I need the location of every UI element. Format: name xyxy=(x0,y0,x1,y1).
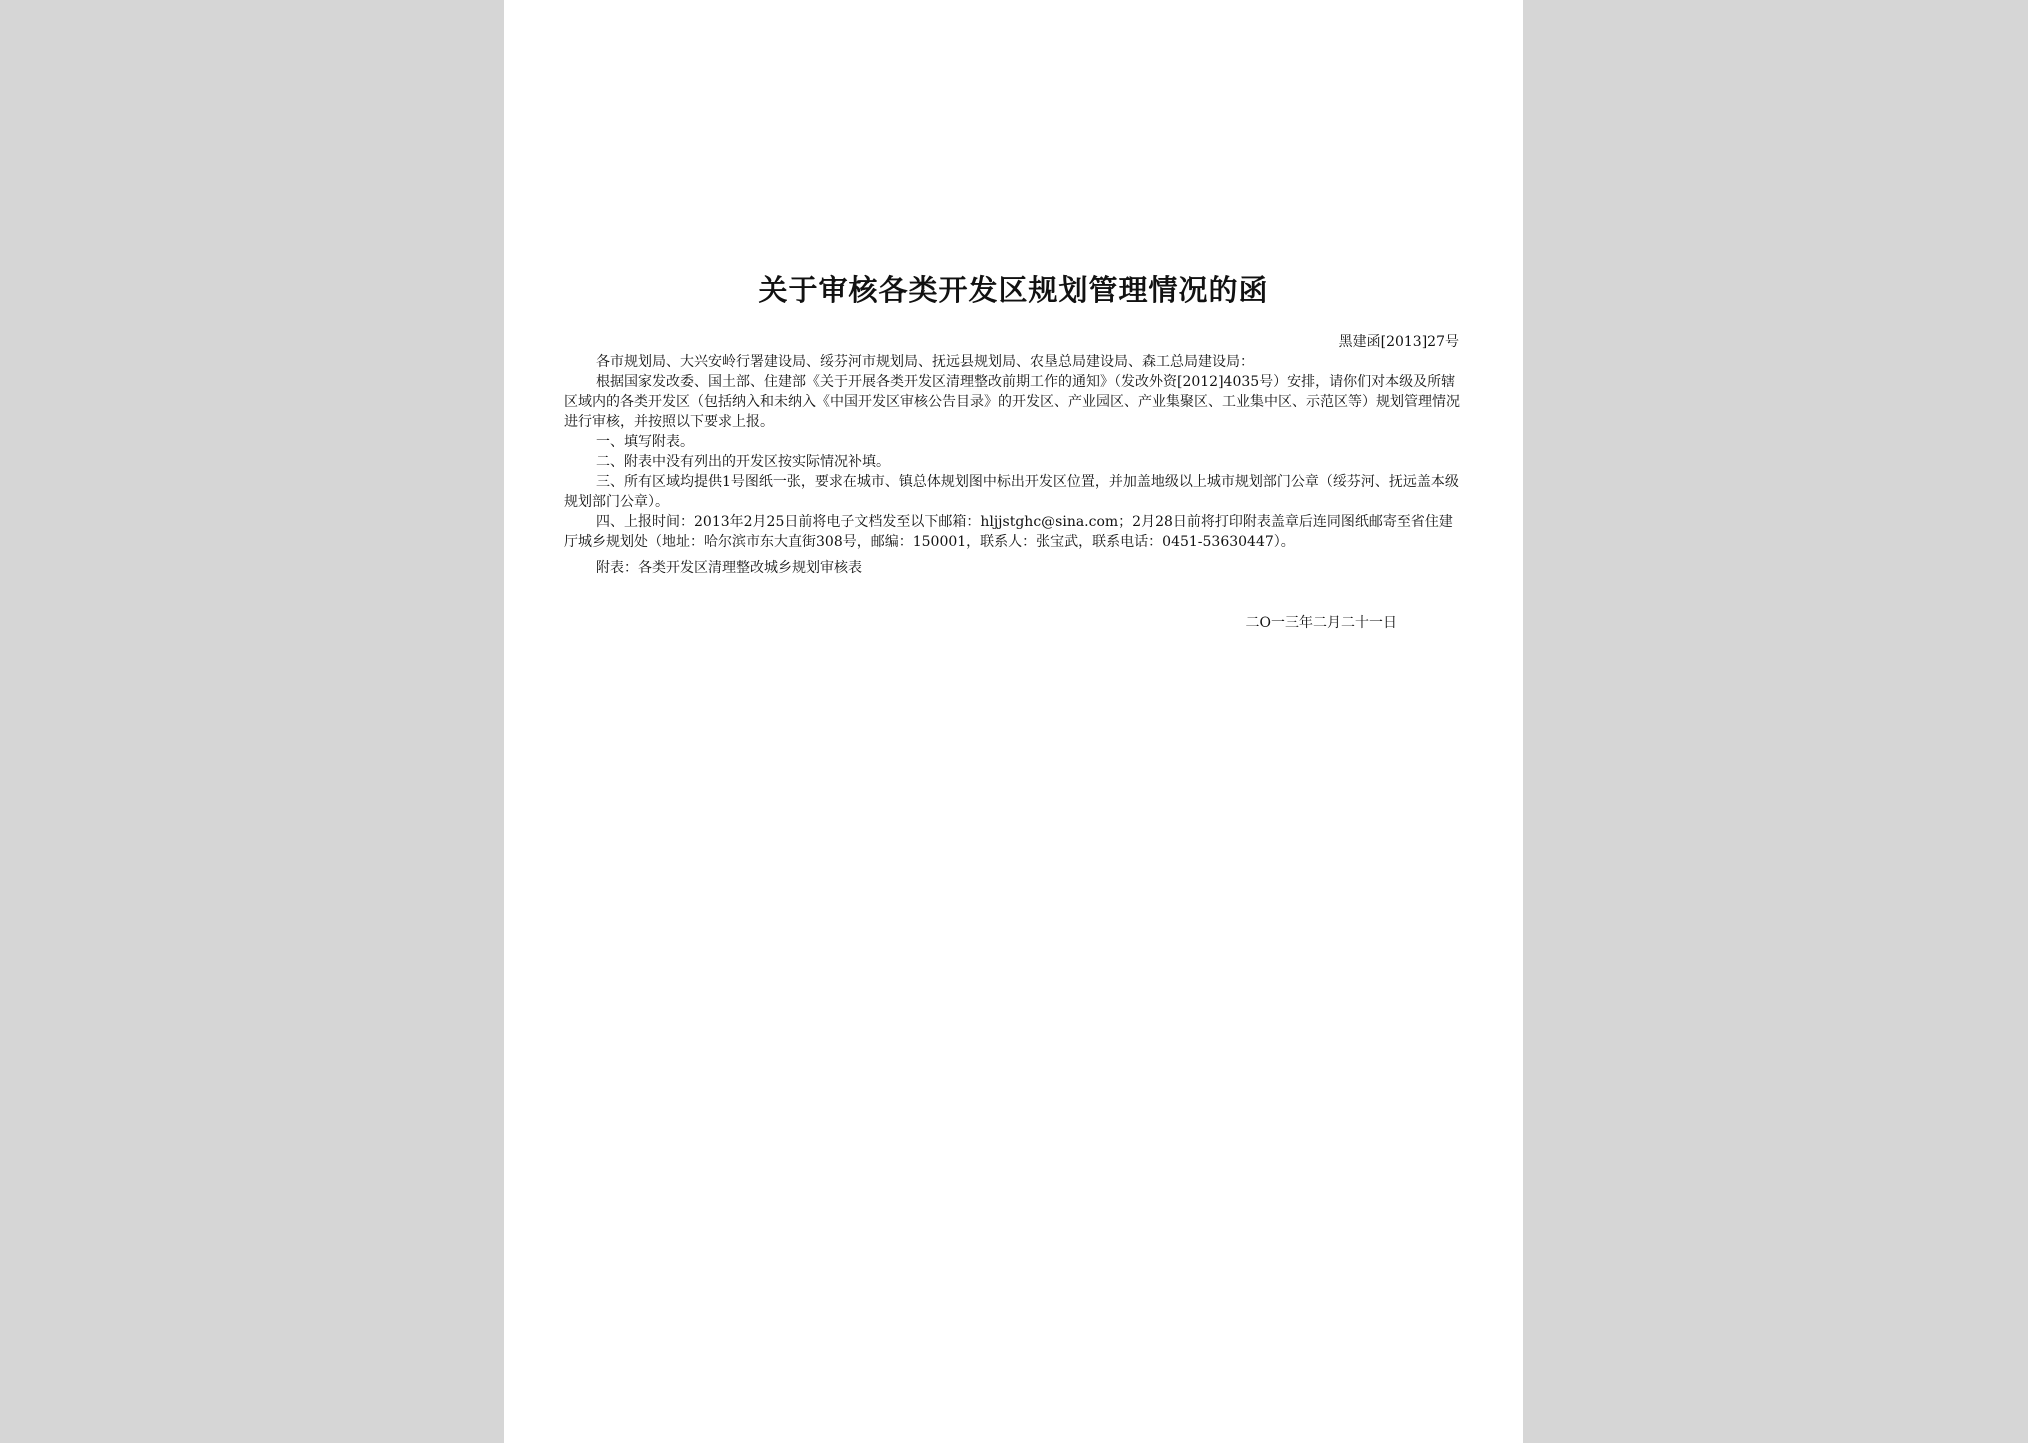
document-title: 关于审核各类开发区规划管理情况的函 xyxy=(758,273,1269,307)
paragraph-item-2: 二、附表中没有列出的开发区按实际情况补填。 xyxy=(596,454,890,470)
recipients-line: 各市规划局、大兴安岭行署建设局、绥芬河市规划局、抚远县规划局、农垦总局建设局、森工总局建设局： xyxy=(596,354,1254,370)
paragraph-item-3: 三、所有区域均提供1号图纸一张，要求在城市、镇总体规划图中标出开发区位置，并加盖地级以上城市规划部门公章（绥芬河、抚远盖本级规划部门公章）。 xyxy=(564,474,1459,510)
paragraph-intro: 根据国家发改委、国土部、住建部《关于开展各类开发区清理整改前期工作的通知》（发改外资[2012]4035号）安排，请你们对本级及所辖区域内的各类开发区（包括纳入和未纳入《中国开发区审核公告目录》的开发区、产业园区、产业集聚区、工业集中区、示范区等）规划管理情况进行审核，并按照以下要求上报。 xyxy=(564,374,1460,430)
attachment-line: 附表：各类开发区清理整改城乡规划审核表 xyxy=(596,560,862,576)
document-page xyxy=(504,0,1523,1443)
paragraph-item-4: 四、上报时间：2013年2月25日前将电子文档发至以下邮箱：hljjstghc@sina.com；2月28日前将打印附表盖章后连同图纸邮寄至省住建厅城乡规划处（地址：哈尔滨市东大直街308号，邮编：150001，联系人：张宝武，联系电话：0451-53630447）。 xyxy=(564,514,1453,550)
document-body xyxy=(564,352,1460,578)
document-number: 黑建函[2013]27号 xyxy=(1338,334,1459,350)
paragraph-item-1: 一、填写附表。 xyxy=(596,434,694,450)
document-date: 二O一三年二月二十一日 xyxy=(1245,615,1397,631)
